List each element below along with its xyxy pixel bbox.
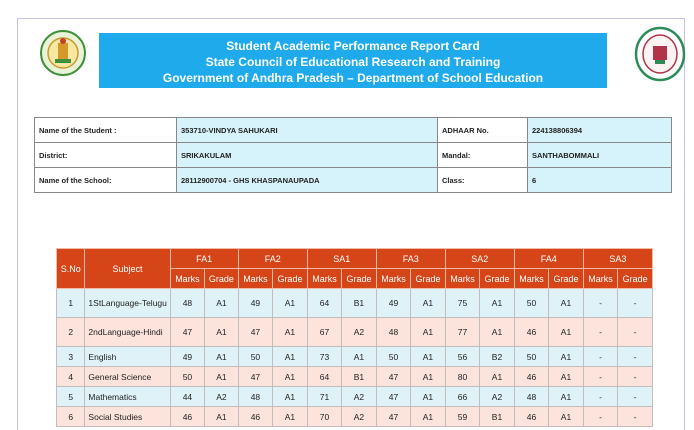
marks-cell: 64 xyxy=(307,289,342,318)
subject-header: Subject xyxy=(85,249,170,289)
marks-cell: - xyxy=(583,318,618,347)
marks-cell: 46 xyxy=(514,407,549,427)
grade-cell: A1 xyxy=(480,289,515,318)
grade-cell: A1 xyxy=(273,318,308,347)
marks-cell: 77 xyxy=(445,318,480,347)
marks-cell: 46 xyxy=(514,318,549,347)
marks-cell: 47 xyxy=(238,367,273,387)
grade-subheader: Grade xyxy=(273,269,308,289)
marks-cell: 50 xyxy=(170,367,205,387)
grade-cell: A1 xyxy=(273,289,308,318)
ap-government-emblem-icon xyxy=(40,27,86,79)
marks-cell: 56 xyxy=(445,347,480,367)
marks-cell: 73 xyxy=(307,347,342,367)
sno-cell: 4 xyxy=(57,367,85,387)
marks-cell: 48 xyxy=(238,387,273,407)
aadhaar-value: 224138806394 xyxy=(528,118,672,143)
exam-header: FA2 xyxy=(238,249,307,269)
marks-cell: 46 xyxy=(514,367,549,387)
table-row xyxy=(57,367,653,387)
marks-cell: - xyxy=(583,407,618,427)
grade-cell: A1 xyxy=(273,387,308,407)
marks-cell: - xyxy=(583,387,618,407)
marks-cell: 46 xyxy=(170,407,205,427)
district-label: District: xyxy=(35,143,177,168)
sno-header: S.No xyxy=(57,249,85,289)
student-name-value: 353710-VINDYA SAHUKARI xyxy=(177,118,438,143)
grade-cell: A1 xyxy=(342,347,377,367)
grade-cell: A2 xyxy=(205,387,239,407)
table-row xyxy=(57,407,653,427)
marks-subheader: Marks xyxy=(170,269,205,289)
marks-cell: 59 xyxy=(445,407,480,427)
grade-cell: - xyxy=(618,407,653,427)
marks-cell: 71 xyxy=(307,387,342,407)
subject-cell: 1StLanguage-Telugu xyxy=(85,289,170,318)
marks-cell: - xyxy=(583,347,618,367)
sno-cell: 1 xyxy=(57,289,85,318)
aadhaar-label: ADHAAR No. xyxy=(438,118,528,143)
marks-cell: 75 xyxy=(445,289,480,318)
grade-cell: - xyxy=(618,387,653,407)
marks-subheader: Marks xyxy=(307,269,342,289)
table-row xyxy=(57,387,653,407)
exam-header: FA4 xyxy=(514,249,583,269)
sno-cell: 2 xyxy=(57,318,85,347)
grade-cell: A1 xyxy=(205,289,239,318)
student-info-table xyxy=(34,117,672,193)
scert-seal-icon xyxy=(634,26,686,82)
grade-cell: A1 xyxy=(411,387,446,407)
grade-cell: A1 xyxy=(480,367,515,387)
grade-cell: A1 xyxy=(549,387,584,407)
marks-cell: 50 xyxy=(514,347,549,367)
grade-cell: A1 xyxy=(549,318,584,347)
exam-header: FA1 xyxy=(170,249,238,269)
marks-cell: 47 xyxy=(238,318,273,347)
grade-cell: A1 xyxy=(205,407,239,427)
marks-cell: 50 xyxy=(238,347,273,367)
grade-cell: A2 xyxy=(480,387,515,407)
marks-cell: 47 xyxy=(170,318,205,347)
grade-cell: A2 xyxy=(342,387,377,407)
class-value: 6 xyxy=(528,168,672,193)
district-value: SRIKAKULAM xyxy=(177,143,438,168)
marks-cell: 47 xyxy=(376,367,411,387)
class-label: Class: xyxy=(438,168,528,193)
subject-cell: Social Studies xyxy=(85,407,170,427)
grade-subheader: Grade xyxy=(205,269,239,289)
marks-cell: 49 xyxy=(376,289,411,318)
grade-cell: A1 xyxy=(273,407,308,427)
report-header-banner xyxy=(99,33,607,88)
exam-header: FA3 xyxy=(376,249,445,269)
grade-cell: A1 xyxy=(273,347,308,367)
grade-subheader: Grade xyxy=(342,269,377,289)
marks-cell: 80 xyxy=(445,367,480,387)
marks-subheader: Marks xyxy=(514,269,549,289)
subject-cell: 2ndLanguage-Hindi xyxy=(85,318,170,347)
marks-cell: 49 xyxy=(238,289,273,318)
council-name: State Council of Educational Research and Training xyxy=(205,55,501,69)
school-label: Name of the School: xyxy=(35,168,177,193)
exam-header: SA2 xyxy=(445,249,514,269)
marks-subheader: Marks xyxy=(583,269,618,289)
grade-subheader: Grade xyxy=(618,269,653,289)
school-value: 28112900704 - GHS KHASPANAUPADA xyxy=(177,168,438,193)
marks-cell: 49 xyxy=(170,347,205,367)
grade-cell: - xyxy=(618,347,653,367)
subject-cell: Mathematics xyxy=(85,387,170,407)
grade-cell: B1 xyxy=(342,367,377,387)
department-name: Government of Andhra Pradesh – Department of School Education xyxy=(162,71,544,85)
report-title: Student Academic Performance Report Card xyxy=(226,39,480,53)
grade-cell: - xyxy=(618,367,653,387)
grade-cell: A1 xyxy=(549,347,584,367)
exam-header: SA3 xyxy=(583,249,652,269)
grade-subheader: Grade xyxy=(549,269,584,289)
mandal-label: Mandal: xyxy=(438,143,528,168)
grade-cell: A1 xyxy=(480,318,515,347)
marks-cell: - xyxy=(583,289,618,318)
grade-cell: A1 xyxy=(205,347,239,367)
subject-cell: General Science xyxy=(85,367,170,387)
grade-cell: - xyxy=(618,318,653,347)
marks-subheader: Marks xyxy=(238,269,273,289)
student-name-label: Name of the Student : xyxy=(35,118,177,143)
marks-subheader: Marks xyxy=(445,269,480,289)
grade-cell: A2 xyxy=(342,407,377,427)
marks-cell: 67 xyxy=(307,318,342,347)
marks-cell: 46 xyxy=(238,407,273,427)
marks-subheader: Marks xyxy=(376,269,411,289)
grade-cell: A1 xyxy=(205,367,239,387)
marks-cell: 44 xyxy=(170,387,205,407)
grade-cell: A1 xyxy=(411,367,446,387)
grade-cell: A1 xyxy=(411,407,446,427)
marks-cell: 47 xyxy=(376,407,411,427)
marks-cell: - xyxy=(583,367,618,387)
grade-cell: B1 xyxy=(480,407,515,427)
sno-cell: 3 xyxy=(57,347,85,367)
marks-cell: 48 xyxy=(514,387,549,407)
grade-cell: A1 xyxy=(411,347,446,367)
marks-cell: 66 xyxy=(445,387,480,407)
exam-header: SA1 xyxy=(307,249,376,269)
grade-cell: B1 xyxy=(342,289,377,318)
table-row xyxy=(57,289,653,318)
table-row xyxy=(57,318,653,347)
marks-cell: 48 xyxy=(170,289,205,318)
marks-cell: 64 xyxy=(307,367,342,387)
marks-cell: 47 xyxy=(376,387,411,407)
grade-cell: - xyxy=(618,289,653,318)
grade-cell: B2 xyxy=(480,347,515,367)
subject-cell: English xyxy=(85,347,170,367)
marks-cell: 70 xyxy=(307,407,342,427)
grade-subheader: Grade xyxy=(480,269,515,289)
grade-cell: A1 xyxy=(273,367,308,387)
marks-cell: 50 xyxy=(376,347,411,367)
marks-cell: 48 xyxy=(376,318,411,347)
mandal-value: SANTHABOMMALI xyxy=(528,143,672,168)
grade-cell: A1 xyxy=(549,367,584,387)
marks-cell: 50 xyxy=(514,289,549,318)
grade-cell: A1 xyxy=(549,407,584,427)
table-row xyxy=(57,347,653,367)
sno-cell: 5 xyxy=(57,387,85,407)
marks-table xyxy=(56,248,653,427)
grade-cell: A1 xyxy=(549,289,584,318)
grade-cell: A2 xyxy=(342,318,377,347)
grade-cell: A1 xyxy=(411,318,446,347)
grade-cell: A1 xyxy=(411,289,446,318)
grade-subheader: Grade xyxy=(411,269,446,289)
sno-cell: 6 xyxy=(57,407,85,427)
grade-cell: A1 xyxy=(205,318,239,347)
